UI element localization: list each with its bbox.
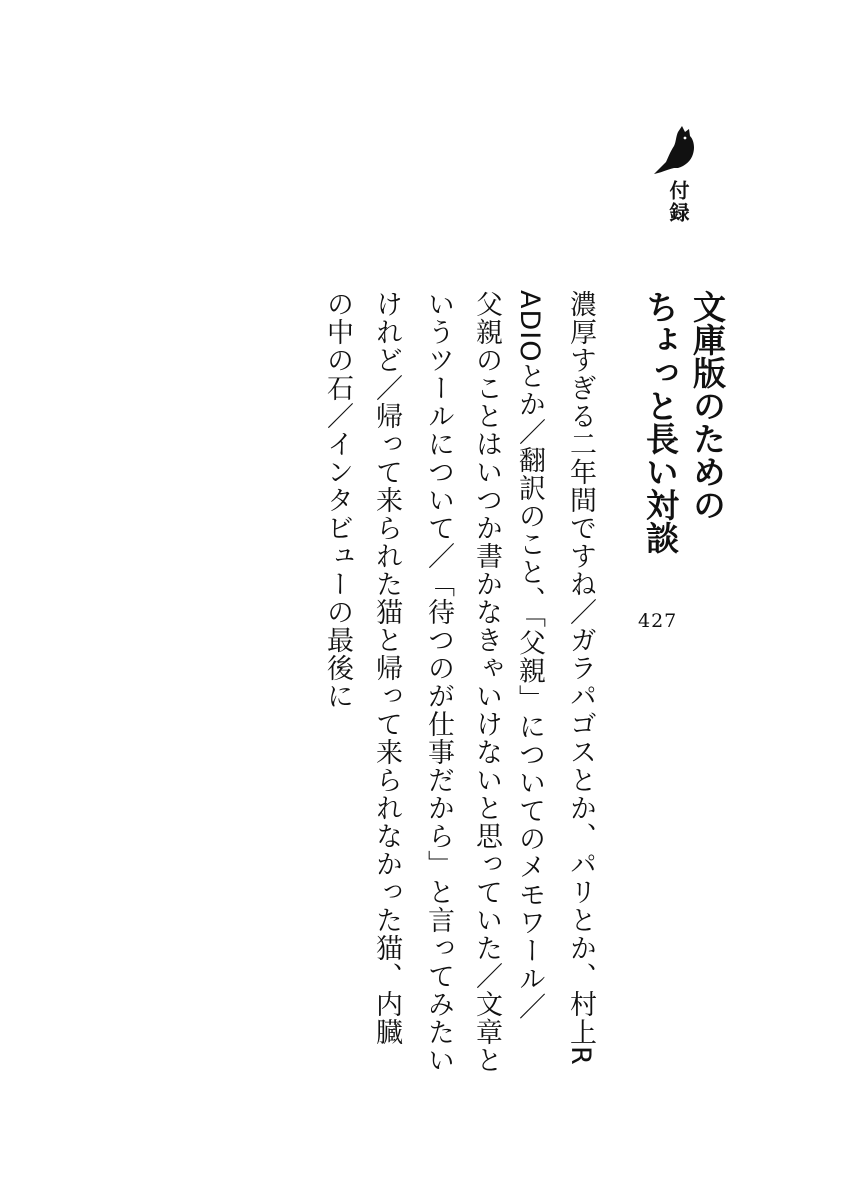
- toc-column: けれど／帰って来られた猫と帰って来られなかった猫、内臓: [371, 290, 402, 1046]
- toc-column: の中の石／インタビューの最後に: [322, 290, 353, 710]
- page-number: 427: [638, 610, 678, 632]
- chapter-title-line-2: ちょっと長い対談: [641, 290, 680, 554]
- toc-column: いうツールについて／「待つのが仕事だから」と言ってみたい: [423, 290, 454, 1074]
- toc-column: 濃厚すぎる二年間ですね／ガラパゴスとか、パリとか、村上R: [565, 290, 596, 1066]
- section-label: 付録: [666, 180, 690, 224]
- toc-column: ADIOとか／翻訳のこと、「父親」についてのメモワール／: [514, 290, 545, 1021]
- owl-icon: [652, 124, 700, 176]
- chapter-title-line-1: 文庫版のための: [688, 290, 727, 521]
- toc-column: 父親のことはいつか書かなきゃいけないと思っていた／文章と: [471, 290, 502, 1074]
